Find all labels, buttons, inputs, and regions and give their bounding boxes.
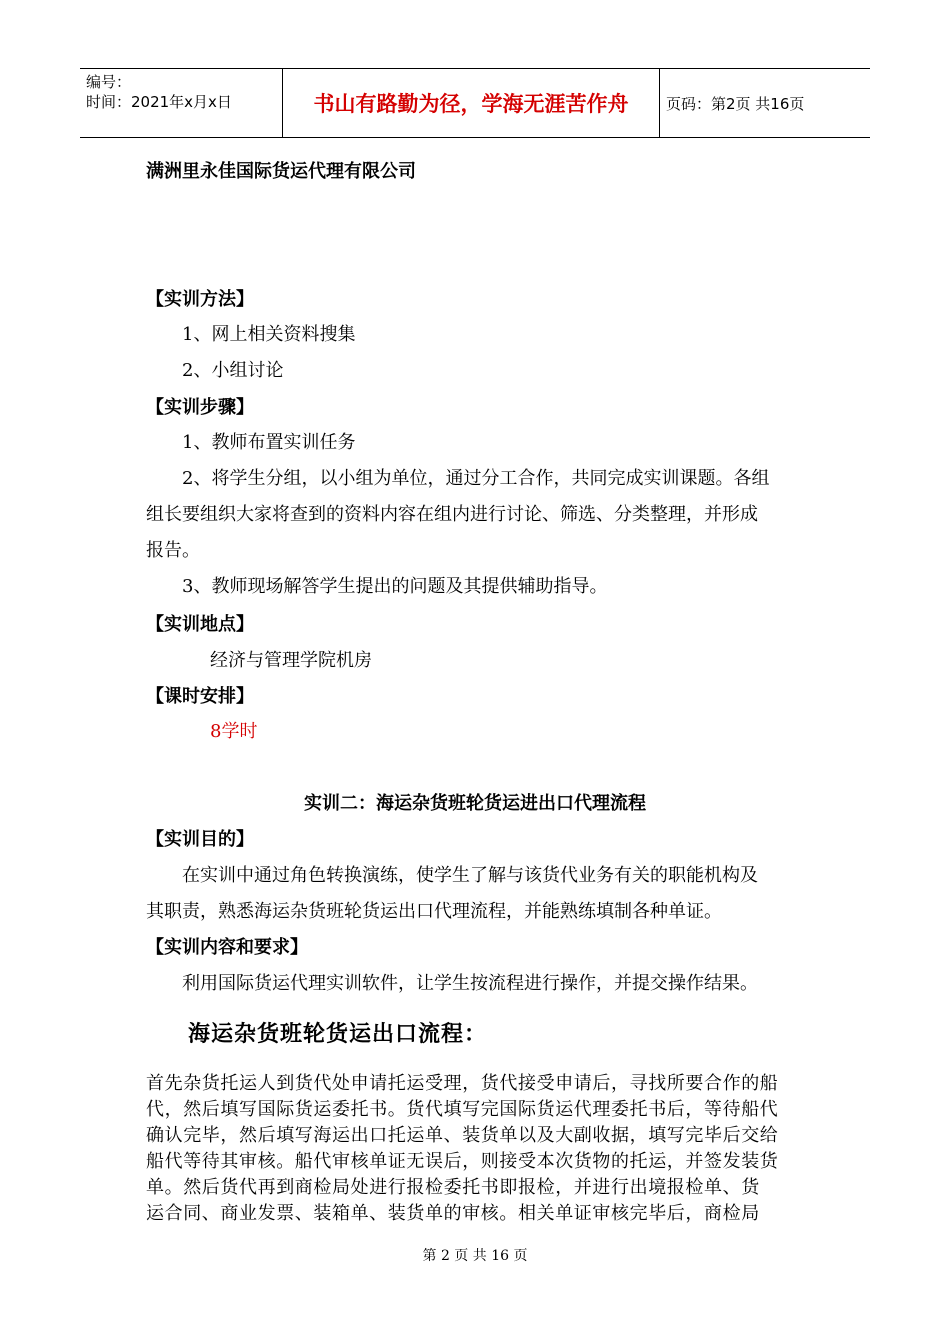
header-meta-cell — [80, 69, 283, 137]
purpose-line: 在实训中通过角色转换演练，使学生了解与该货代业务有关的职能机构及 — [182, 865, 758, 886]
location-text: 经济与管理学院机房 — [210, 650, 372, 671]
method-heading: 【实训方法】 — [146, 289, 254, 310]
method-item: 1、网上相关资料搜集 — [182, 324, 356, 345]
page-footer: 第 2 页 共 16 页 — [422, 1248, 528, 1264]
requirements-text: 利用国际货运代理实训软件，让学生按流程进行操作，并提交操作结果。 — [182, 973, 758, 994]
header-motto-cell — [283, 69, 660, 137]
method-item: 2、小组讨论 — [182, 360, 284, 381]
flow-line: 单。然后货代再到商检局处进行报检委托书即报检，并进行出境报检单、货 — [146, 1177, 760, 1198]
flow-line: 运合同、商业发票、装箱单、装货单的审核。相关单证审核完毕后，商检局 — [146, 1203, 760, 1224]
page-label: 页码：第2页 共16页 — [666, 94, 805, 113]
purpose-heading: 【实训目的】 — [146, 829, 254, 850]
step-item: 3、教师现场解答学生提出的问题及其提供辅助指导。 — [182, 576, 608, 597]
location-heading: 【实训地点】 — [146, 614, 254, 635]
requirements-heading: 【实训内容和要求】 — [146, 937, 308, 958]
step2-line: 组长要组织大家将查到的资料内容在组内进行讨论、筛选、分类整理，并形成 — [146, 504, 758, 525]
header-page-cell — [660, 69, 870, 137]
page-header — [80, 68, 870, 138]
flow-line: 船代等待其审核。船代审核单证无误后，则接受本次货物的托运，并签发装货 — [146, 1151, 779, 1172]
motto-text: 书山有路勤为径，学海无涯苦作舟 — [313, 92, 629, 116]
step2-paragraph — [146, 467, 812, 575]
number-label: 编号： — [86, 73, 132, 91]
flow-line: 首先杂货托运人到货代处申请托运受理，货代接受申请后，寻找所要合作的船 — [146, 1073, 779, 1094]
company-name: 满洲里永佳国际货运代理有限公司 — [146, 161, 416, 182]
hours-text: 8学时 — [210, 721, 258, 742]
step-item: 1、教师布置实训任务 — [182, 432, 356, 453]
purpose-line: 其职责，熟悉海运杂货班轮货运出口代理流程，并能熟练填制各种单证。 — [146, 901, 722, 922]
step2-line: 2、将学生分组，以小组为单位，通过分工合作，共同完成实训课题。各组 — [182, 468, 770, 489]
flow-paragraph — [146, 1072, 812, 1228]
section-title: 实训二：海运杂货班轮货运进出口代理流程 — [304, 793, 646, 814]
flow-title: 海运杂货班轮货运出口流程： — [188, 1021, 488, 1047]
step2-line: 报告。 — [146, 540, 200, 561]
hours-heading: 【课时安排】 — [146, 686, 254, 707]
flow-line: 代，然后填写国际货运委托书。货代填写完国际货运代理委托书后，等待船代 — [146, 1099, 779, 1120]
steps-heading: 【实训步骤】 — [146, 397, 254, 418]
time-label: 时间：2021年x月x日 — [86, 93, 232, 111]
purpose-paragraph — [146, 864, 812, 936]
flow-line: 确认完毕，然后填写海运出口托运单、装货单以及大副收据，填写完毕后交给 — [146, 1125, 779, 1146]
